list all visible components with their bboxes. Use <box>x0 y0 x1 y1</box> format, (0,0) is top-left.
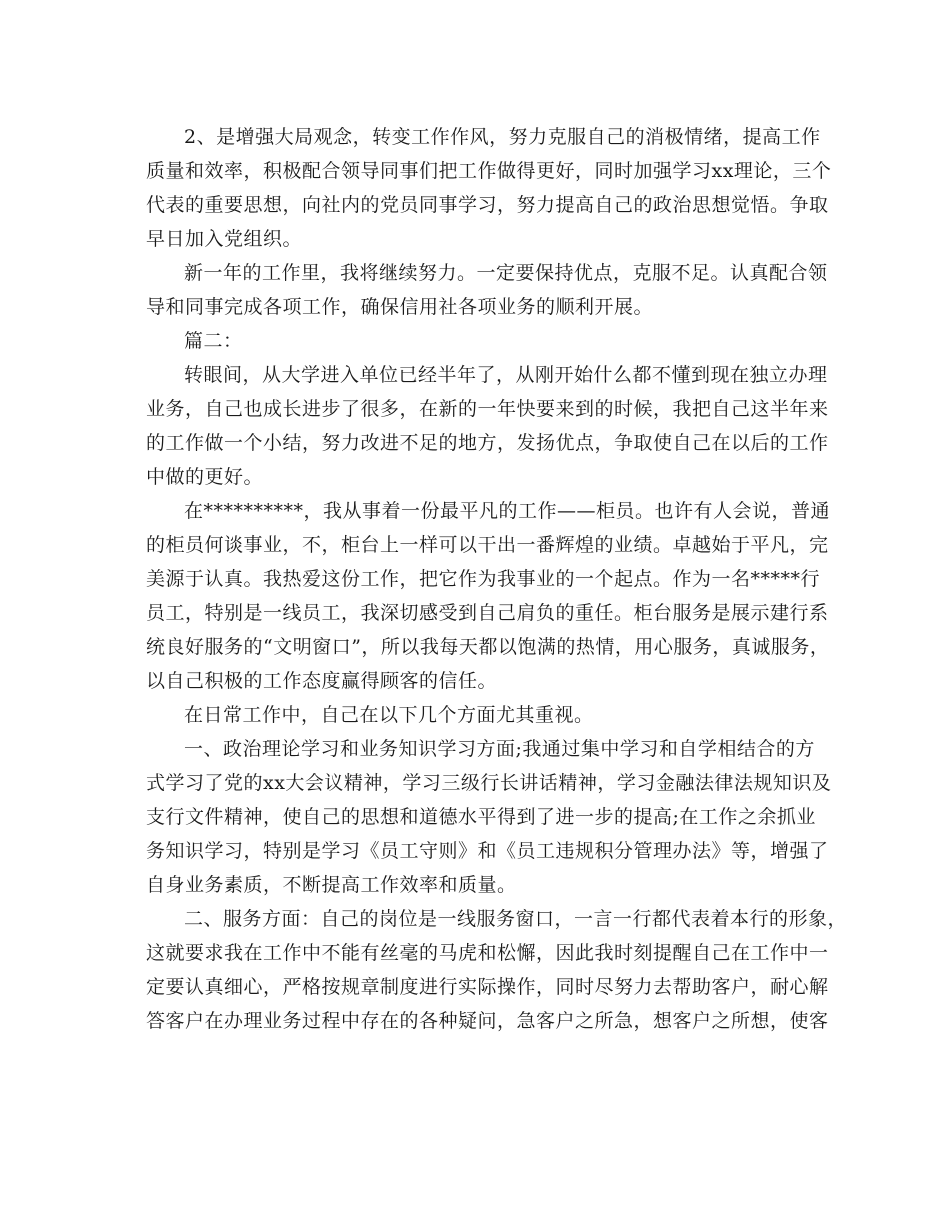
text-line: 定要认真细心，严格按规章制度进行实际操作，同时尽努力去帮助客户，耐心解 <box>146 976 829 998</box>
section-heading <box>146 324 804 358</box>
text-line: 中做的更好。 <box>146 466 264 488</box>
text-line: 质量和效率，积极配合领导同事们把工作做得更好，同时加强学习xx理论，三个 <box>146 160 832 182</box>
text-line: 美源于认真。我热爱这份工作，把它作为我事业的一个起点。作为一名*****行 <box>146 568 821 590</box>
text-line: 支行文件精神，使自己的思想和道德水平得到了进一步的提高;在工作之余抓业 <box>146 806 816 828</box>
text-line: 二、服务方面：自己的岗位是一线服务窗口，一言一行都代表着本行的形象， <box>184 908 848 930</box>
text-line: 业务，自己也成长进步了很多，在新的一年快要来到的时候，我把自己这半年来 <box>146 398 829 420</box>
text-line: 转眼间，从大学进入单位已经半年了，从刚开始什么都不懂到现在独立办理 <box>184 364 828 386</box>
text-line: 的柜员何谈事业，不，柜台上一样可以干出一番辉煌的业绩。卓越始于平凡，完 <box>146 534 829 556</box>
paragraph-7 <box>146 902 848 1038</box>
text-line: 在日常工作中，自己在以下几个方面尤其重视。 <box>184 704 594 726</box>
text-line: 员工，特别是一线员工，我深切感受到自己肩负的重任。柜台服务是展示建行系 <box>146 602 829 624</box>
text-line: 以自己积极的工作态度赢得顾客的信任。 <box>146 670 498 692</box>
text-line: 早日加入党组织。 <box>146 228 303 250</box>
paragraph-4 <box>146 494 831 698</box>
text-line: 答客户在办理业务过程中存在的各种疑问，急客户之所急，想客户之所想，使客 <box>146 1010 829 1032</box>
text-line: 在**********，我从事着一份最平凡的工作——柜员。也许有人会说，普通 <box>184 500 831 522</box>
text-line: 自身业务素质，不断提高工作效率和质量。 <box>146 874 517 896</box>
text-line: 一、政治理论学习和业务知识学习方面;我通过集中学习和自学相结合的方 <box>184 738 815 760</box>
text-line: 新一年的工作里，我将继续努力。一定要保持优点，克服不足。认真配合领 <box>184 262 828 284</box>
text-line: 统良好服务的“文明窗口”，所以我每天都以饱满的热情，用心服务，真诚服务， <box>146 636 830 658</box>
paragraph-2 <box>146 256 828 324</box>
document-body <box>146 120 848 1038</box>
text-line: 2、是增强大局观念，转变工作作风，努力克服自己的消极情绪，提高工作 <box>184 126 821 148</box>
text-line: 式学习了党的xx大会议精神，学习三级行长讲话精神，学习金融法律法规知识及 <box>146 772 832 794</box>
text-line: 务知识学习，特别是学习《员工守则》和《员工违规积分管理办法》等，增强了 <box>146 840 829 862</box>
paragraph-6 <box>146 732 832 902</box>
text-line: 代表的重要思想，向社内的党员同事学习，努力提高自己的政治思想觉悟。争取 <box>146 194 829 216</box>
paragraph-5 <box>146 698 804 732</box>
paragraph-1 <box>146 120 832 256</box>
text-line: 导和同事完成各项工作，确保信用社各项业务的顺利开展。 <box>146 296 654 318</box>
text-line: 篇二： <box>184 330 243 352</box>
paragraph-3 <box>146 358 829 494</box>
text-line: 的工作做一个小结，努力改进不足的地方，发扬优点，争取使自己在以后的工作 <box>146 432 829 454</box>
text-line: 这就要求我在工作中不能有丝毫的马虎和松懈，因此我时刻提醒自己在工作中一 <box>146 942 829 964</box>
